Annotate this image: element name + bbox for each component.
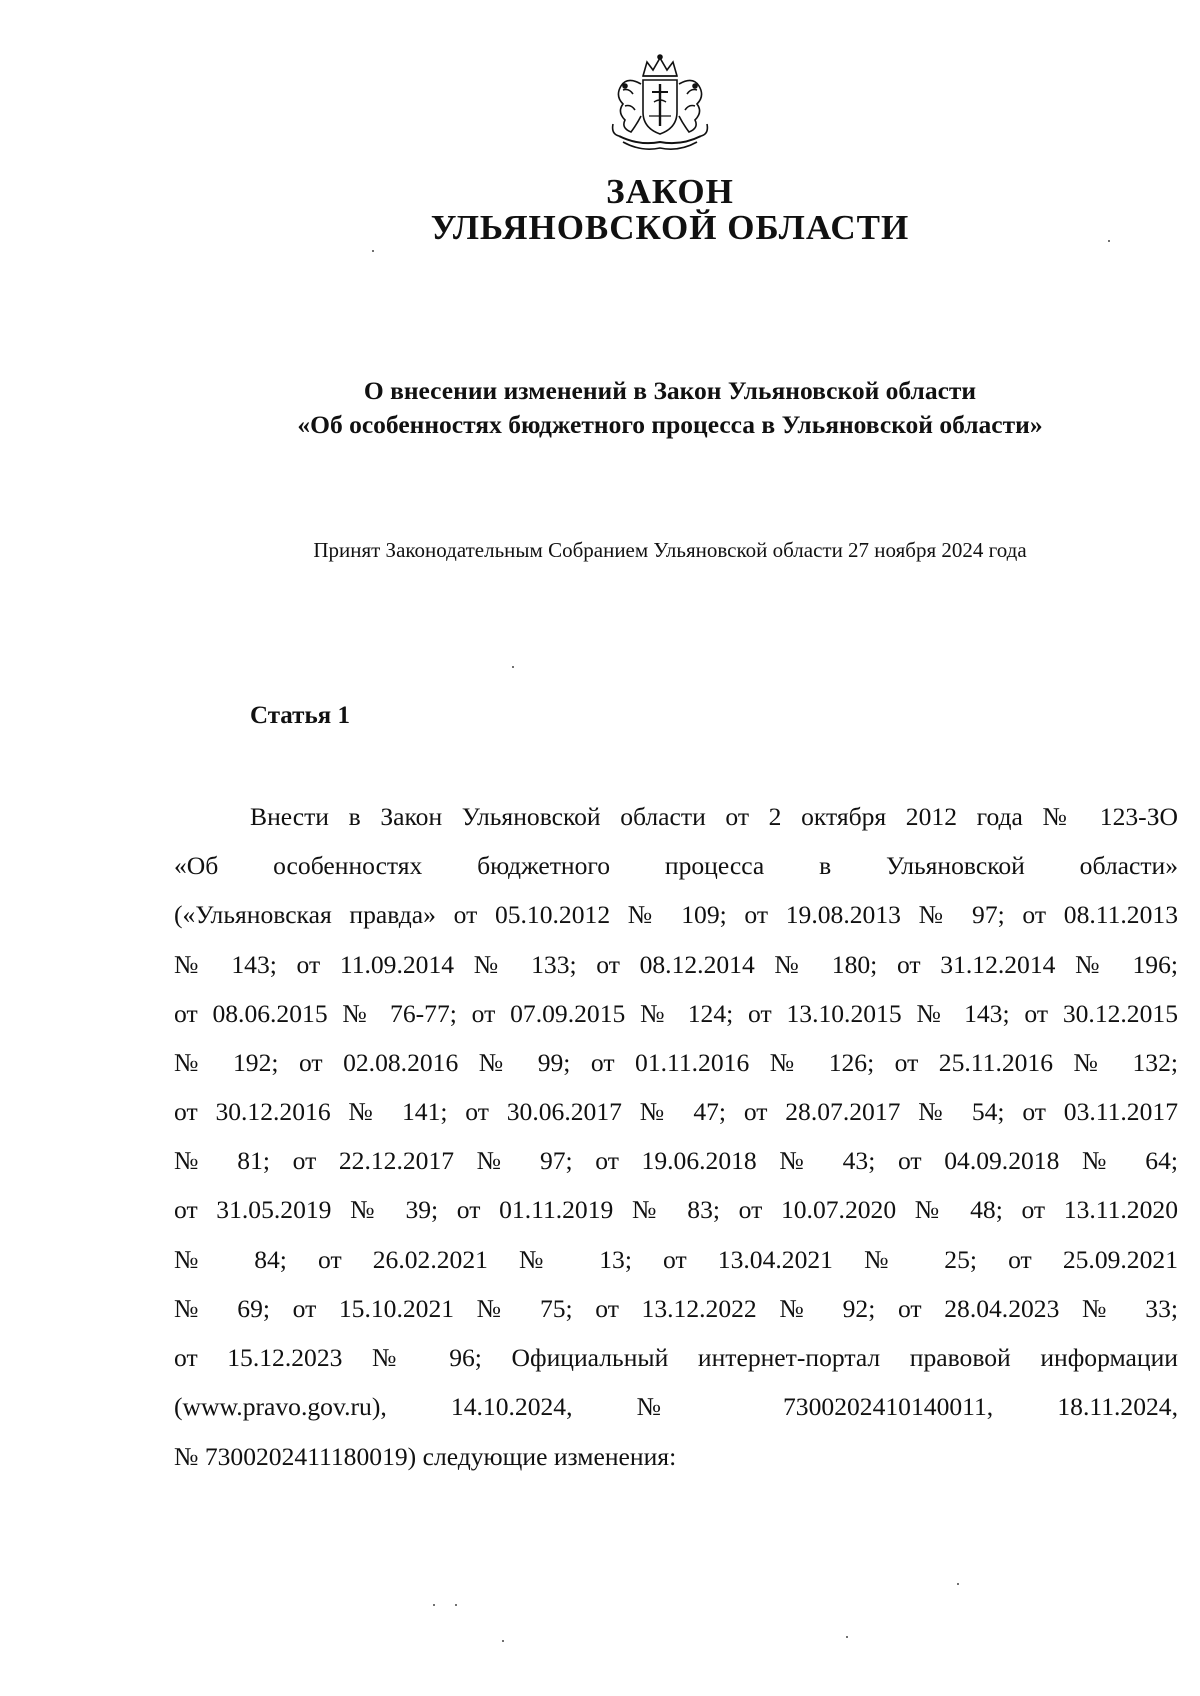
article-heading: Статья 1 [250,702,350,729]
article-text-line: от 08.06.2015 № 76-77; от 07.09.2015 № 124; от 13.10.2015 № 143; от 30.12.2015 [174,999,1178,1028]
scan-speck [512,666,514,668]
article-text-line: № 84; от 26.02.2021 № 13; от 13.04.2021 № 25; от 25.09.2021 [174,1245,1178,1274]
article-text-line: «Об особенностях бюджетного процесса в Ульяновской области» [174,851,1178,880]
article-text-line: № 192; от 02.08.2016 № 99; от 01.11.2016 № 126; от 25.11.2016 № 132; [174,1048,1178,1077]
law-title-line1: ЗАКОН [606,172,734,211]
article-text-line: № 7300202411180019) следующие изменения: [174,1442,677,1471]
article-text-line: («Ульяновская правда» от 05.10.2012 № 109; от 19.08.2013 № 97; от 08.11.2013 [174,900,1178,929]
scan-speck [1108,240,1110,242]
scan-speck [957,1583,959,1585]
ulyanovsk-coat-of-arms-icon [599,54,721,154]
law-subject-line1: О внесении изменений в Закон Ульяновской области [363,376,977,405]
article-text-line: № 69; от 15.10.2021 № 75; от 13.12.2022 № 92; от 28.04.2023 № 33; [174,1294,1178,1323]
scan-speck [372,250,374,252]
article-text-line: Внести в Закон Ульяновской области от 2 октября 2012 года № 123-ЗО [250,802,1178,831]
article-text-line: от 15.12.2023 № 96; Официальный интернет-портал правовой информации [174,1343,1178,1372]
article-text-line: № 143; от 11.09.2014 № 133; от 08.12.2014 № 180; от 31.12.2014 № 196; [174,950,1178,979]
adoption-statement: Принят Законодательным Собранием Ульяновской области 27 ноября 2024 года [313,538,1027,562]
article-text-line: от 30.12.2016 № 141; от 30.06.2017 № 47; от 28.07.2017 № 54; от 03.11.2017 [174,1097,1178,1126]
scan-speck [455,1604,457,1606]
article-text-line: (www.pravo.gov.ru), 14.10.2024, № 7300202410140011, 18.11.2024, [174,1392,1178,1421]
law-title-line2: УЛЬЯНОВСКОЙ ОБЛАСТИ [430,208,910,247]
law-subject-line2: «Об особенностях бюджетного процесса в Ульяновской области» [297,410,1043,439]
scan-speck [502,1640,504,1642]
article-text-line: от 31.05.2019 № 39; от 01.11.2019 № 83; от 10.07.2020 № 48; от 13.11.2020 [174,1195,1178,1224]
scan-speck [433,1604,435,1606]
article-text-line: № 81; от 22.12.2017 № 97; от 19.06.2018 № 43; от 04.09.2018 № 64; [174,1146,1178,1175]
scan-speck [846,1636,848,1638]
